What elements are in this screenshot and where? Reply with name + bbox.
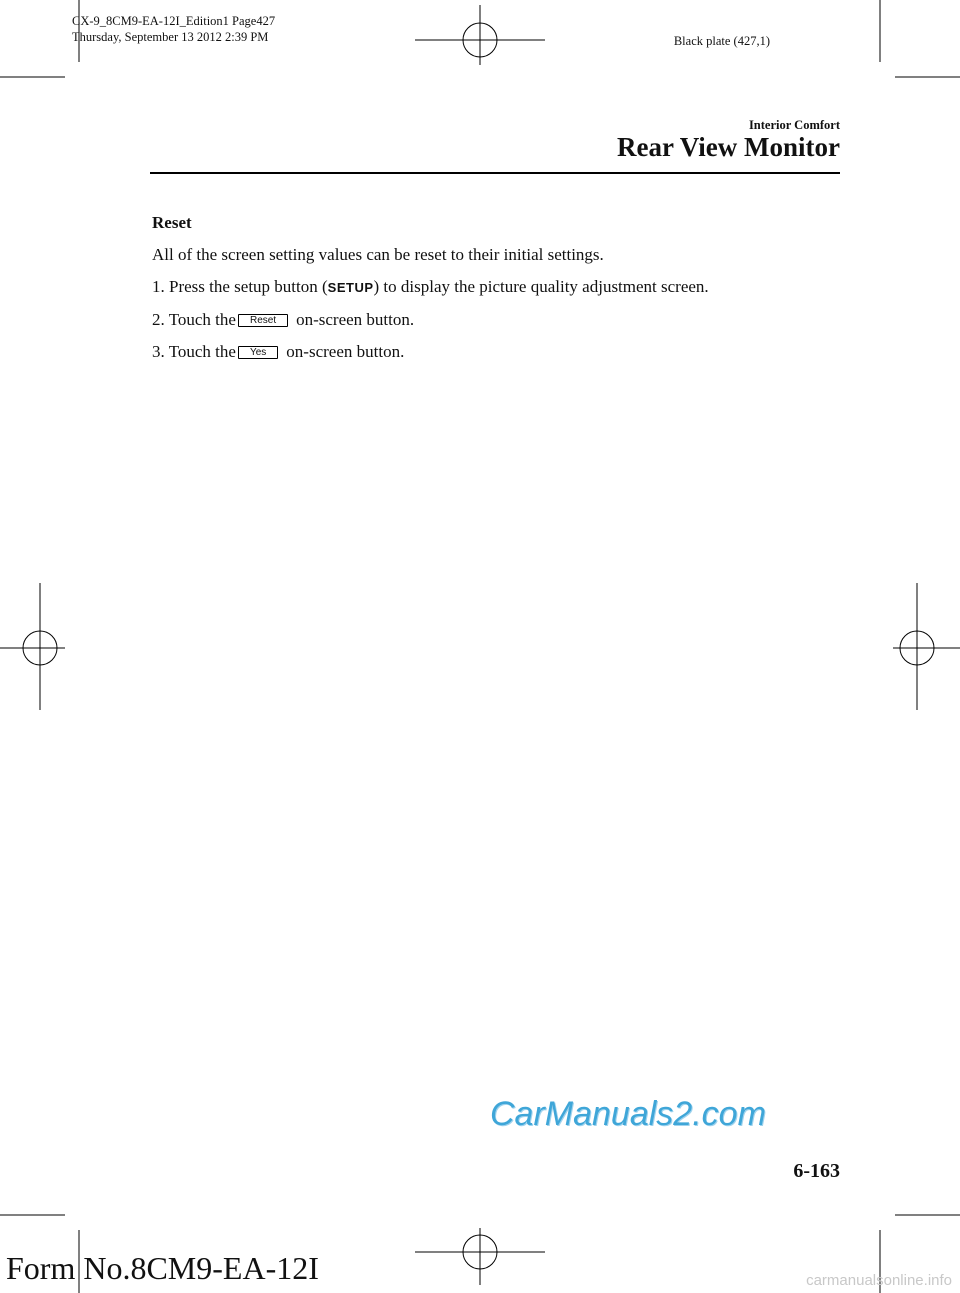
print-slug (72, 13, 275, 45)
plate-label: Black plate (427,1) (673, 34, 770, 48)
step-1-prefix: 1. Press the setup button ( (152, 277, 328, 296)
page-number: 6-163 (793, 1160, 840, 1182)
section-title: Interior Comfort (748, 118, 840, 132)
step-2-prefix: 2. Touch the (152, 310, 236, 329)
reset-button-icon: Reset (238, 314, 288, 327)
step-2-suffix: on-screen button. (296, 310, 415, 329)
step-3-prefix: 3. Touch the (152, 342, 236, 361)
content-heading: Reset (152, 213, 192, 232)
step-3 (152, 341, 842, 362)
step-3-suffix: on-screen button. (286, 342, 405, 361)
step-1 (152, 276, 842, 298)
page-content (152, 212, 842, 373)
header-rule (150, 172, 840, 174)
step-2 (152, 309, 842, 330)
slug-line-1: CX-9_8CM9-EA-12I_Edition1 Page427 (72, 14, 276, 28)
watermark-url: carmanualsonline.info (806, 1272, 952, 1289)
yes-button-icon: Yes (238, 346, 278, 359)
intro-paragraph: All of the screen setting values can be reset to their initial settings. (152, 245, 604, 264)
chapter-title: Rear View Monitor (617, 132, 840, 162)
slug-line-2: Thursday, September 13 2012 2:39 PM (72, 30, 269, 44)
step-1-suffix: ) to display the picture quality adjustment screen. (373, 277, 709, 296)
form-number: Form No.8CM9-EA-12I (6, 1250, 319, 1286)
watermark-logo: CarManuals2.com (490, 1095, 766, 1133)
setup-button-icon: SETUP (327, 280, 374, 295)
